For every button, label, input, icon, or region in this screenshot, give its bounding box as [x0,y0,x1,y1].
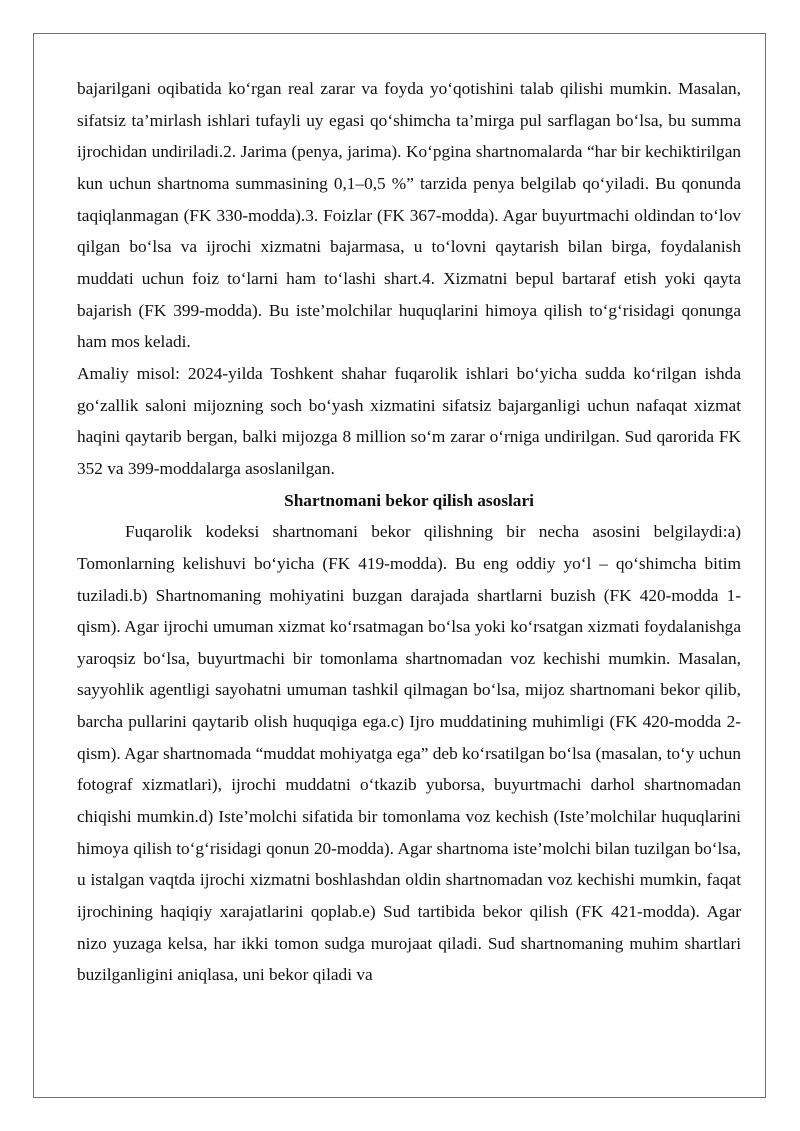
section-heading: Shartnomani bekor qilish asoslari [284,490,534,510]
document-body [77,73,741,991]
paragraph-remedies: bajarilgani oqibatida ko‘rgan real zarar va foyda yo‘qotishini talab qilishi mumkin. Masalan, sifatsiz ta’mirlash ishlari tufayli uy egasi qo‘shimcha ta’mirga pul sarflagan bo‘lsa, bu summa ijrochidan undiriladi.2. Jarima (penya, jarima). Ko‘pgina shartnomalarda “har bir kechiktirilgan kun uchun shartnoma summasining 0,1–0,5 %” tarzida penya belgilab qo‘yiladi. Bu qonunda taqiqlanmagan (FK 330-modda).3. Foizlar (FK 367-modda). Agar buyurtmachi oldindan to‘lov qilgan bo‘lsa va ijrochi xizmatni bajarmasa, u to‘lovni qaytarish bilan birga, foydalanish muddati uchun foiz to‘larni ham to‘lashi shart.4. Xizmatni bepul bartaraf etish yoki qayta bajarish (FK 399-modda). Bu iste’molchilar huquqlarini himoya qilish to‘g‘risidagi qonunga ham mos keladi. [77,79,741,352]
paragraph-practical-example: Amaliy misol: 2024-yilda Toshkent shahar fuqarolik ishlari bo‘yicha sudda ko‘rilgan ishda go‘zallik saloni mijozning soch bo‘yash xizmatini sifatsiz bajarganligi uchun nafaqat xizmat haqini qaytarib bergan, balki mijozga 8 million so‘m zarar o‘rniga undirilgan. Sud qarorida FK 352 va 399-moddalarga asoslanilgan. [77,363,741,478]
paragraph-termination-grounds: Fuqarolik kodeksi shartnomani bekor qilishning bir necha asosini belgilaydi:a) Tomonlarning kelishuvi bo‘yicha (FK 419-modda). Bu eng oddiy yo‘l – qo‘shimcha bitim tuziladi.b) Shartnomaning mohiyatini buzgan darajada shartlarni buzish (FK 420-modda 1-qism). Agar ijrochi umuman xizmat ko‘rsatmagan bo‘lsa yoki ko‘rsatgan xizmati foydalanishga yaroqsiz bo‘lsa, buyurtmachi bir tomonlama shartnomadan voz kechishi mumkin. Masalan, sayyohlik agentligi sayohatni umuman tashkil qilmagan bo‘lsa, mijoz shartnomani bekor qilib, barcha pullarini qaytarib olish huquqiga ega.c) Ijro muddatining muhimligi (FK 420-modda 2-qism). Agar shartnomada “muddat mohiyatga ega” deb ko‘rsatilgan bo‘lsa (masalan, to‘y uchun fotograf xizmatlari), ijrochi muddatni o‘tkazib yuborsa, buyurtmachi darhol shartnomadan chiqishi mumkin.d) Iste’molchi sifatida bir tomonlama voz kechish (Iste’molchilar huquqlarini himoya qilish to‘g‘risidagi qonun 20-modda). Agar shartnoma iste’molchi bilan tuzilgan bo‘lsa, u istalgan vaqtda ijrochi xizmatni boshlashdan oldin shartnomadan voz kechishi mumkin, faqat ijrochining haqiqiy xarajatlarini qoplab.e) Sud tartibida bekor qilish (FK 421-modda). Agar nizo yuzaga kelsa, har ikki tomon sudga murojaat qiladi. Sud shartnomaning muhim shartlari buzilganligini aniqlasa, uni bekor qiladi va [77,522,741,985]
